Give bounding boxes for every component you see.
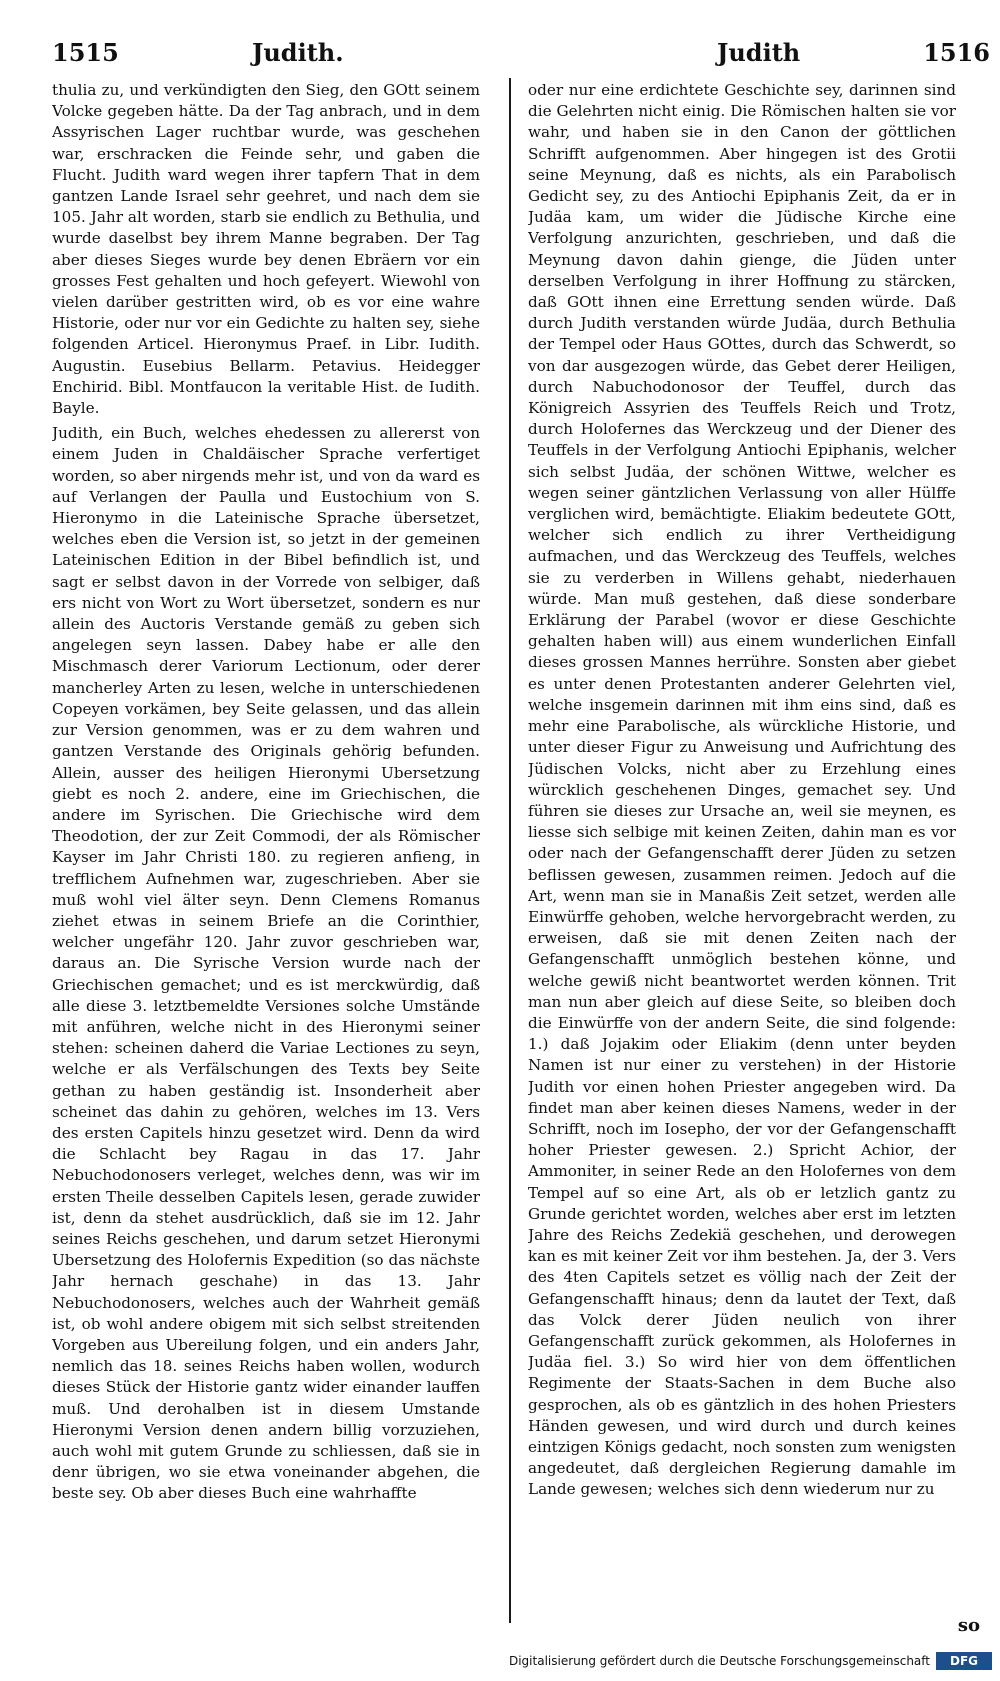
left-paragraph-1: thulia zu, und verkündigten den Sieg, den GOtt seinem Volcke gegeben hätte. Da der Tag anbrach, und in dem Assyrischen Lager ruchtbar wurde, was geschehen war, erschracken die Feinde sehr, und gaben die Flucht. Judith ward wegen ihrer tapfern That in dem gantzen Lande Israel sehr geehret, und nach dem sie 105. Jahr alt worden, starb sie endlich zu Bethulia, und wurde daselbst bey ihrem Manne begraben. Der Tag aber dieses Sieges wurde bey denen Ebräern vor ein grosses Fest gehalten und hoch gefeyert. Wiewohl von vielen darüber gestritten wird, ob es vor eine wahre Historie, oder nur vor ein Gedichte zu halten sey, siehe folgenden Articel. Hieronymus Praef. in Libr. Iudith. Augustin. Eusebius Bellarm. Petavius. Heidegger Enchirid. Bibl. Montfaucon la veritable Hist. de Iudith. Bayle. bbox=[52, 81, 480, 418]
column-divider bbox=[509, 78, 511, 1623]
left-column bbox=[52, 80, 480, 1620]
footer-credit bbox=[508, 1650, 1000, 1674]
catchword: so bbox=[957, 1615, 980, 1636]
right-running-title: Judith bbox=[717, 38, 801, 67]
page-header bbox=[52, 38, 990, 74]
right-column bbox=[528, 80, 956, 1620]
right-page-number: 1516 bbox=[923, 38, 990, 67]
left-paragraph-2: Judith, ein Buch, welches ehedessen zu allererst von einem Juden in Chaldäischer Sprache verfertiget worden, so aber nirgends mehr ist, und von da ward es auf Verlangen der Paulla und Eustochium von S. Hieronymo in die Lateinische Sprache übersetzet, welches eben die Version ist, so jetzt in der gemeinen Lateinischen Edition in der Bibel befindlich ist, und sagt er selbst davon in der Vorrede von selbiger, daß ers nicht von Wort zu Wort übersetzet, sondern es nur allein des Auctoris Verstande gemäß zu geben sich angelegen seyn lassen. Dabey habe er alle den Mischmasch derer Variorum Lectionum, oder derer mancherley Arten zu lesen, welche in unterschiedenen Copeyen vorkämen, bey Seite gelassen, und das allein zur Version genommen, was er zu dem wahren und gantzen Verstande des Originals gehörig befunden. Allein, ausser des heiligen Hieronymi Ubersetzung giebt es noch 2. andere, eine im Griechischen, die andere im Syrischen. Die Griechische wird dem Theodotion, der zur Zeit Commodi, der als Römischer Kayser im Jahr Christi 180. zu regieren anfieng, in trefflichem Aufnehmen war, zugeschrieben. Aber sie muß wohl viel älter seyn. Denn Clemens Romanus ziehet etwas in seinem Briefe an die Corinthier, welcher ungefähr 120. Jahr zuvor geschrieben war, daraus an. Die Syrische Version wurde nach der Griechischen gemachet; und es ist merckwürdig, daß alle diese 3. letztbemeldte Versiones solche Umstände mit anführen, welche nicht in des Hieronymi seiner stehen: scheinen daherd die Variae Lectiones zu seyn, welche er als Verfälschungen des Texts bey Seite gethan zu haben geständig ist. Insonderheit aber scheinet das dahin zu gehören, welches im 13. Vers des ersten Capitels hinzu gesetzet wird. Denn da wird die Schlacht bey Ragau in das 17. Jahr Nebuchodonosers verleget, welches denn, was wir im ersten Theile desselben Capitels lesen, gerade zuwider ist, denn da stehet ausdrücklich, daß sie im 12. Jahr seines Reichs geschehen, und darum setzet Hieronymi Ubersetzung des Holofernis Expedition (so das nächste Jahr hernach geschahe) in das 13. Jahr Nebuchodonosers, welches auch der Wahrheit gemäß ist, ob wohl andere obigem mit sich selbst streitenden Vorgeben aus Ubereilung folgen, und ein anders Jahr, nemlich das 18. seines Reichs haben wollen, wodurch dieses Stück der Historie gantz wider einander lauffen muß. Und derohalben ist in diesem Umstande Hieronymi Version denen andern billig vorzuziehen, auch wohl mit gutem Grunde zu schliessen, daß sie in denr übrigen, wo sie etwa voneinander abgehen, die beste sey. Ob aber dieses Buch eine wahrhaffte bbox=[52, 424, 480, 1503]
footer-credit-text: Digitalisierung gefördert durch die Deutsche Forschungsgemeinschaft bbox=[508, 1654, 930, 1668]
left-running-title: Judith. bbox=[252, 38, 344, 67]
dfg-logo: DFG bbox=[936, 1652, 992, 1670]
left-page-number: 1515 bbox=[52, 38, 119, 67]
right-paragraph-1: oder nur eine erdichtete Geschichte sey, darinnen sind die Gelehrten nicht einig. Die Römischen halten sie vor wahr, und haben sie in den Canon der göttlichen Schrifft aufgenommen. Aber hingegen ist des Grotii seine Meynung, daß es nichts, als ein Parabolisch Gedicht sey, zu des Antiochi Epiphanis Zeit, da er in Judäa kam, um wider die Jüdische Kirche eine Verfolgung anzurichten, geschrieben, und daß die Meynung davon dahin gienge, die Jüden unter derselben Verfolgung in ihrer Hoffnung zu stärcken, daß GOtt ihnen eine Errettung senden würde. Daß durch Judith verstanden würde Judäa, durch Bethulia der Tempel oder Haus GOttes, durch das Schwerdt, so von dar ausgezogen würde, das Gebet derer Heiligen, durch Nabuchodonosor der Teuffel, durch das Königreich Assyrien des Teuffels Reich und Trotz, durch Holofernes das Werckzeug und der Diener des Teuffels in der Verfolgung Antiochi Epiphanis, welcher sich selbst Judäa, der schönen Wittwe, welcher es wegen seiner gäntzlichen Verlassung von aller Hülffe verglichen wird, bemächtigte. Eliakim bedeutete GOtt, welcher sich endlich zu ihrer Vertheidigung aufmachen, und das Werckzeug des Teuffels, welches sie zu verderben in Willens gehabt, niederhauen würde. Man muß gestehen, daß diese sonderbare Erklärung der Parabel (wovor er diese Geschichte gehalten haben will) aus einem wunderlichen Einfall dieses grossen Mannes herrühre. Sonsten aber giebet es unter denen Protestanten anderer Gelehrten viel, welche insgemein darinnen mit ihm eins sind, daß es mehr eine Parabolische, als würckliche Historie, und unter dieser Figur zu Anweisung und Aufrichtung des Jüdischen Volcks, nicht aber zu Erzehlung eines würcklich geschehenen Dinges, gemachet sey. Und führen sie dieses zur Ursache an, weil sie meynen, es liesse sich selbige mit keinen Zeiten, dahin man es vor oder nach der Gefangenschafft derer Jüden zu setzen beflissen gewesen, zusammen reimen. Jedoch auf die Art, wenn man sie in Manaßis Zeit setzet, werden alle Einwürffe gehoben, welche hervorgebracht werden, zu erweisen, daß sie mit denen Zeiten nach der Gefangenschafft unmöglich bestehen könne, und welche gewiß nicht beantwortet werden können. Trit man nun aber gleich auf diese Seite, so bleiben doch die Einwürffe von der andern Seite, die sind folgende: 1.) daß Jojakim oder Eliakim (denn unter beyden Namen ist nur einer zu verstehen) in der Historie Judith vor einen hohen Priester angegeben wird. Da findet man aber keinen dieses Namens, weder in der Schrifft, noch im Iosepho, der vor der Gefangenschafft hoher Priester gewesen. 2.) Spricht Achior, der Ammoniter, in seiner Rede an den Holofernes von dem Tempel auf so eine Art, als ob er letzlich gantz zu Grunde gerichtet worden, welches aber erst im letzten Jahre des Reichs Zedekiä geschehen, und derowegen kan es mit keiner Zeit vor ihm bestehen. Ja, der 3. Vers des 4ten Capitels setzet es völlig nach der Zeit der Gefangenschafft hinaus; denn da lautet der Text, daß das Volck derer Jüden neulich von ihrer Gefangenschafft zurück gekommen, als Holofernes in Judäa fiel. 3.) So wird hier von dem öffentlichen Regimente der Staats-Sachen in dem Buche also gesprochen, als ob es gäntzlich in des hohen Priesters Händen gewesen, und wird durch und durch keines eintzigen Königs gedacht, noch sonsten zum wenigsten angedeutet, daß dergleichen Regierung damahle im Lande gewesen; welches sich denn wiederum nur zu bbox=[528, 81, 956, 1499]
